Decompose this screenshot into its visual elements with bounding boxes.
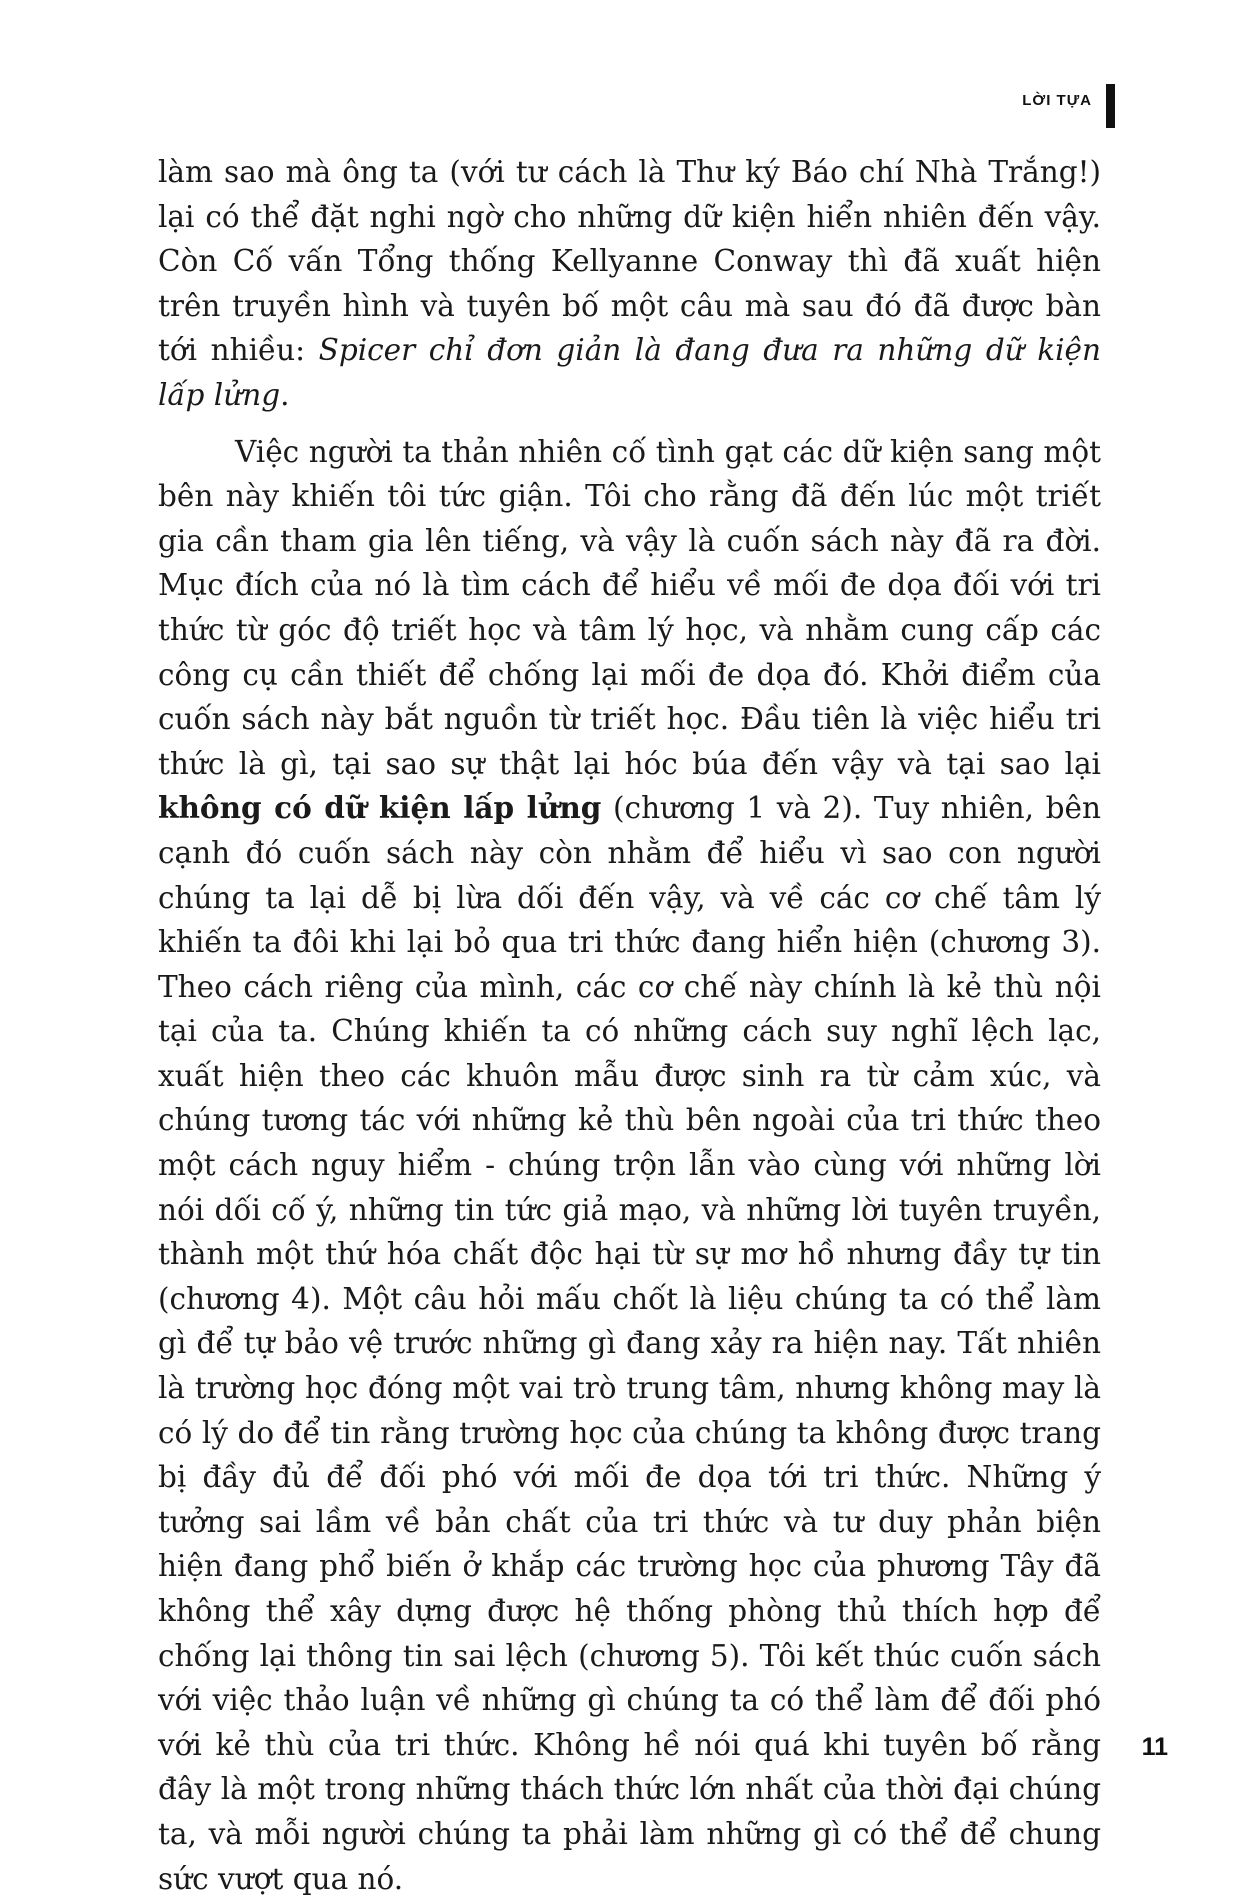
paragraph-2 [158, 430, 1101, 1901]
paragraph-1-text: làm sao mà ông ta (với tư cách là Thư ký Báo chí Nhà Trắng!) lại có thể đặt nghi ngờ cho những dữ kiện hiển nhiên đến vậy. Còn Cố vấn Tổng thống Kellyanne Conway thì đã xuất hiện trên truyền hình và tuyên bố một câu mà sau đó đã được bàn tới nhiều: [158, 155, 1101, 368]
page-number: 11 [1141, 1733, 1168, 1761]
paragraph-2-bold: không có dữ kiện lấp lửng [158, 790, 602, 826]
paragraph-1 [158, 150, 1101, 418]
paragraph-1-end: . [280, 377, 290, 412]
header-bar [1106, 84, 1115, 128]
paragraph-2-part2: (chương 1 và 2). Tuy nhiên, bên cạnh đó cuốn sách này còn nhằm để hiểu vì sao con người chúng ta lại dễ bị lừa dối đến vậy, và về các cơ chế tâm lý khiến ta đôi khi lại bỏ qua tri thức đang hiển hiện (chương 3). Theo cách riêng của mình, các cơ chế này chính là kẻ thù nội tại của ta. Chúng khiến ta có những cách suy nghĩ lệch lạc, xuất hiện theo các khuôn mẫu được sinh ra từ cảm xúc, và chúng tương tác với những kẻ thù bên ngoài của tri thức theo một cách nguy hiểm - chúng trộn lẫn vào cùng với những lời nói dối cố ý, những tin tức giả mạo, và những lời tuyên truyền, thành một thứ hóa chất độc hại từ sự mơ hồ nhưng đầy tự tin (chương 4). Một câu hỏi mấu chốt là liệu chúng ta có thể làm gì để tự bảo vệ trước những gì đang xảy ra hiện nay. Tất nhiên là trường học đóng một vai trò trung tâm, nhưng không may là có lý do để tin rằng trường học của chúng ta không được trang bị đầy đủ để đối phó với mối đe dọa tới tri thức. Những ý tưởng sai lầm về bản chất của tri thức và tư duy phản biện hiện đang phổ biến ở khắp các trường học của phương Tây đã không thể xây dựng được hệ thống phòng thủ thích hợp để chống lại thông tin sai lệch (chương 5). Tôi kết thúc cuốn sách với việc thảo luận về những gì chúng ta có thể làm để đối phó với kẻ thù của tri thức. Không hề nói quá khi tuyên bố rằng đây là một trong những thách thức lớn nhất của thời đại chúng ta, và mỗi người chúng ta phải làm những gì có thể để chung sức vượt qua nó. [158, 791, 1101, 1896]
paragraph-1-italic: Spicer chỉ đơn giản là đang đưa ra những dữ kiện lấp lửng [158, 333, 1101, 412]
paragraph-2-part1: Việc người ta thản nhiên cố tình gạt các dữ kiện sang một bên này khiến tôi tức giận. Tôi cho rằng đã đến lúc một triết gia cần tham gia lên tiếng, và vậy là cuốn sách này đã ra đời. Mục đích của nó là tìm cách để hiểu về mối đe dọa đối với tri thức từ góc độ triết học và tâm lý học, và nhằm cung cấp các công cụ cần thiết để chống lại mối đe dọa đó. Khởi điểm của cuốn sách này bắt nguồn từ triết học. Đầu tiên là việc hiểu tri thức là gì, tại sao sự thật lại hóc búa đến vậy và tại sao lại [158, 434, 1101, 781]
body-text [158, 150, 1101, 1901]
running-header: LỜI TỰA [1022, 92, 1092, 109]
